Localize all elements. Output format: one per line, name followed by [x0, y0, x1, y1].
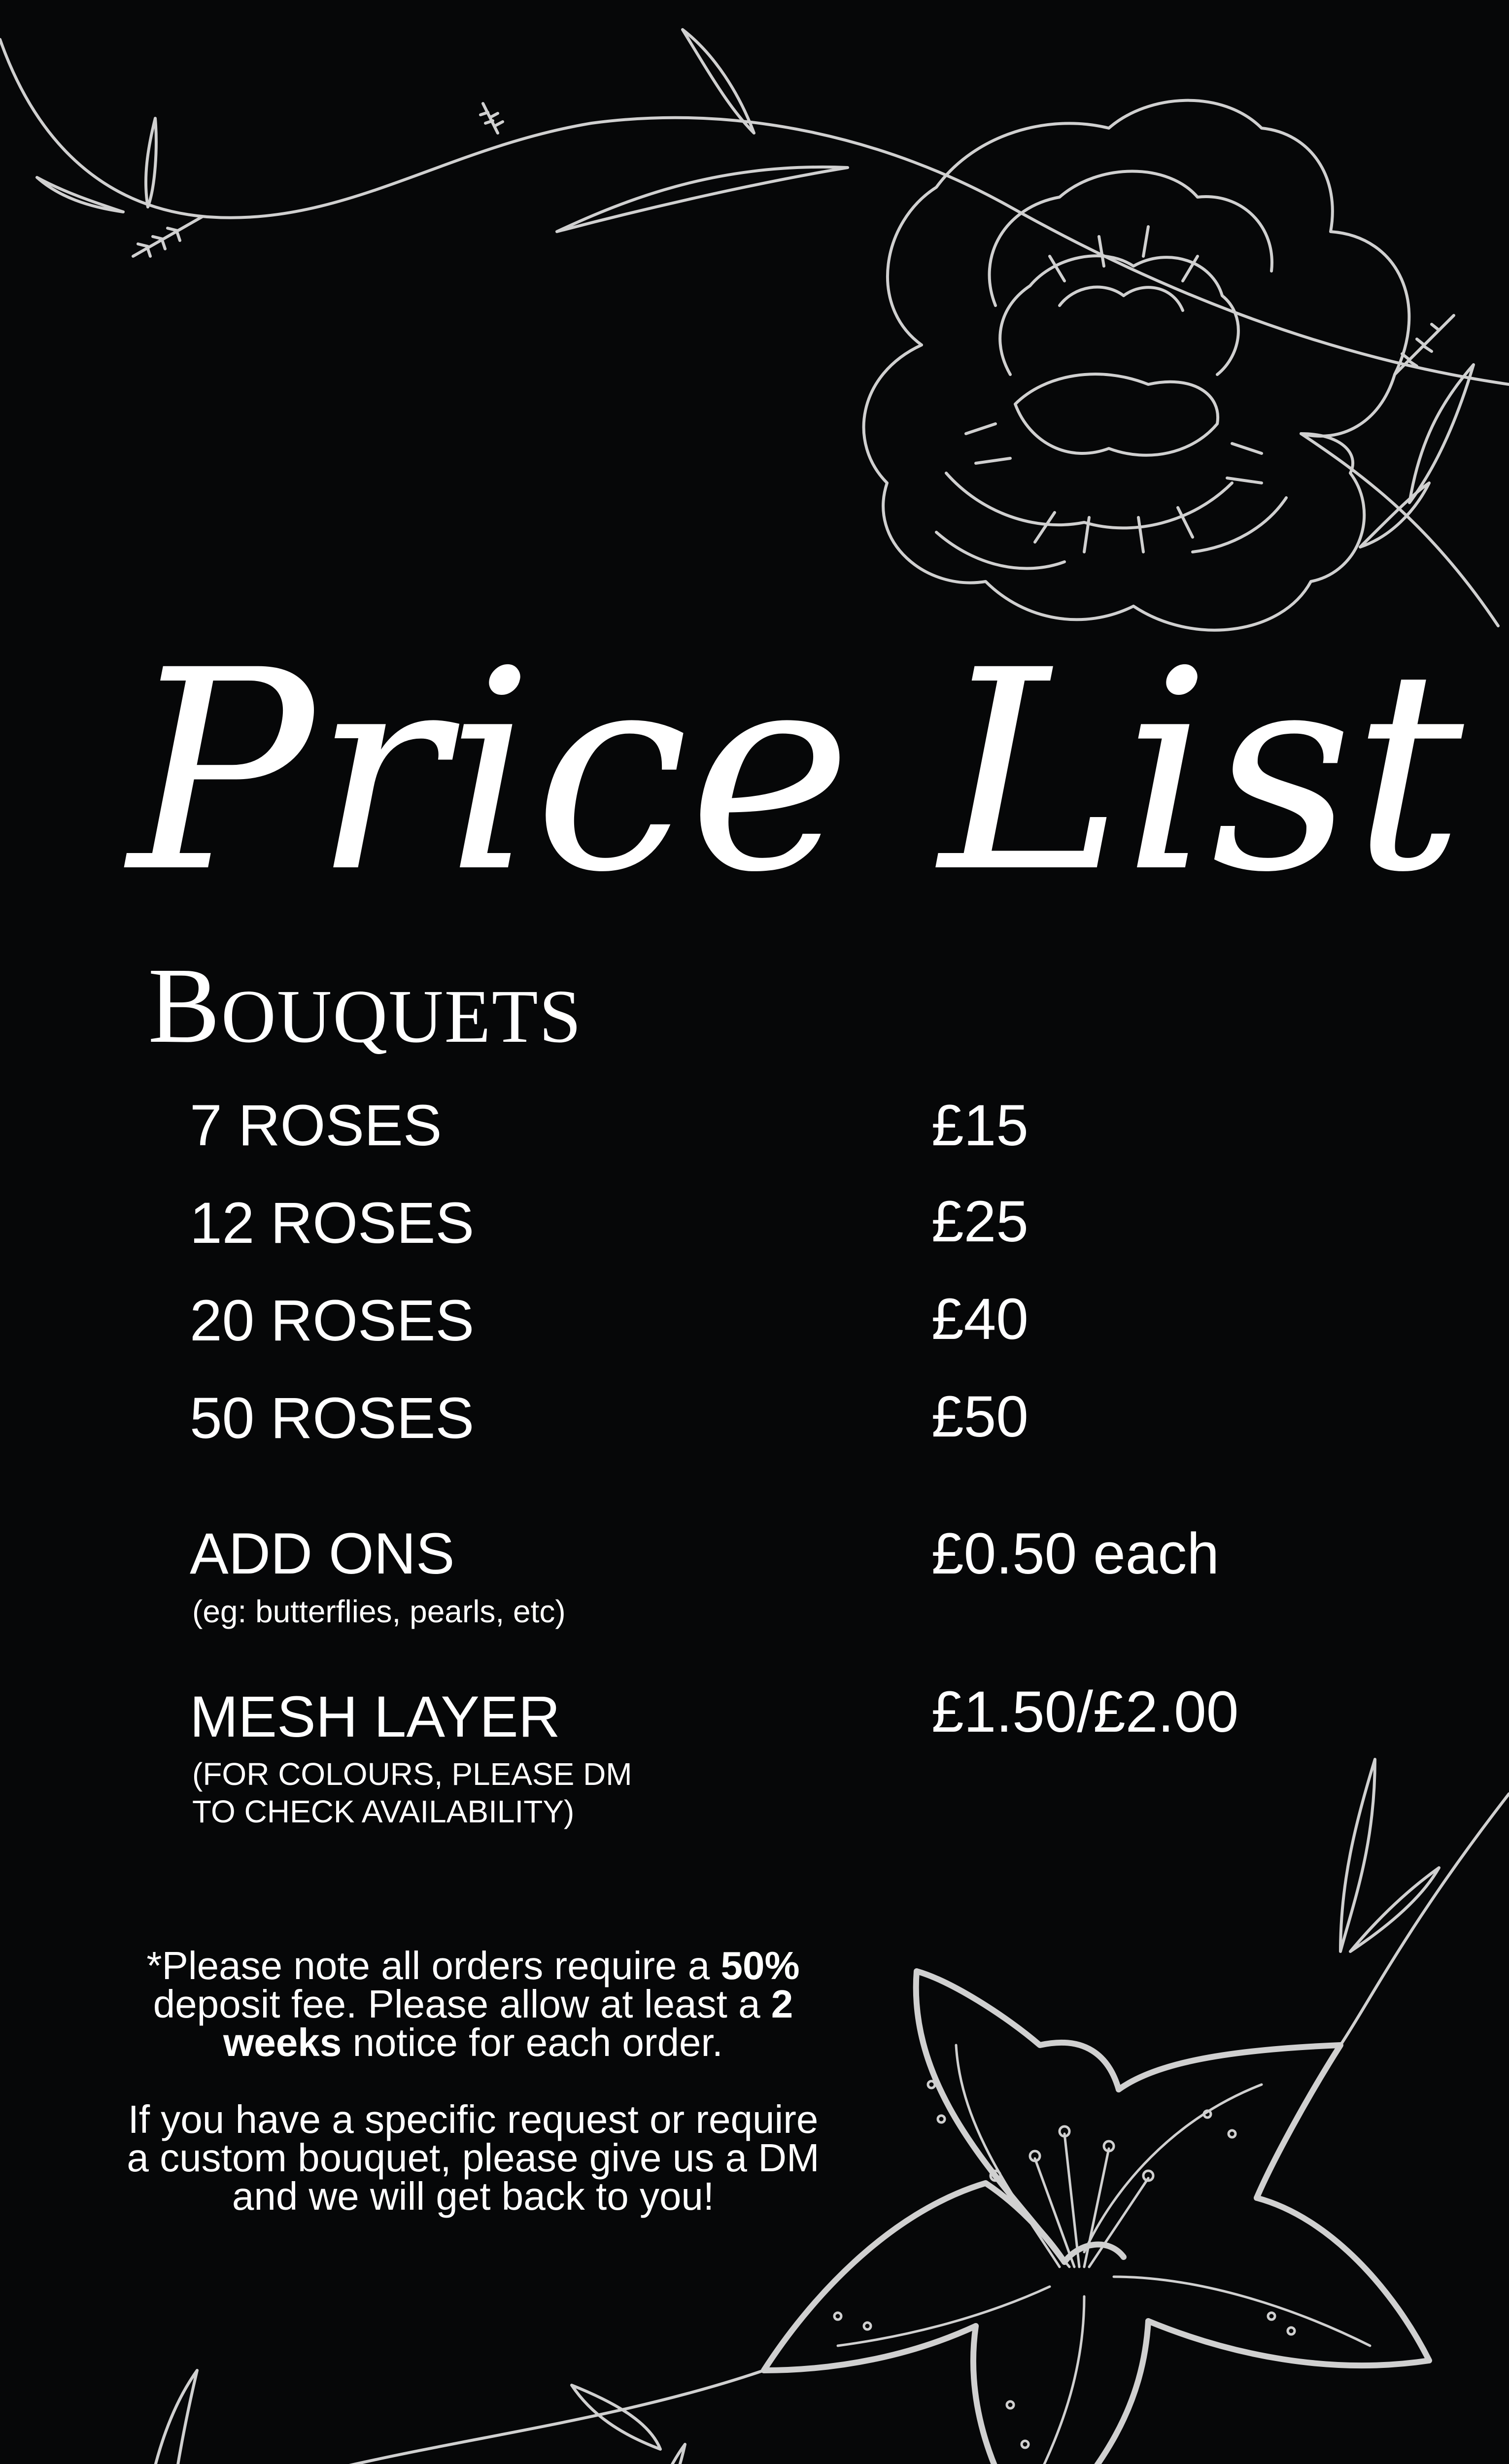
- item-price: £40: [931, 1287, 1029, 1352]
- order-notice: [123, 1944, 823, 2254]
- item-label: 7 ROSES: [190, 1093, 442, 1158]
- page-title: [118, 591, 1464, 966]
- mesh-note: (FOR COLOURS, PLEASE DM: [192, 1756, 632, 1792]
- item-label: 20 ROSES: [190, 1288, 475, 1353]
- item-label: 12 ROSES: [190, 1191, 475, 1256]
- custom-request-notice: If you have a specific request or require a custom bouquet, please give us a DM and we will get back to you!: [127, 2097, 820, 2218]
- mesh-label: MESH LAYER: [190, 1684, 560, 1749]
- deposit-notice: *Please note all orders require a 50% deposit fee. Please allow at least a 2 weeks notice for each order.: [146, 1944, 800, 2064]
- lily-illustration: [764, 1971, 1429, 2464]
- leaf-sprig-illustration: [0, 30, 1509, 384]
- mesh-price: £1.50/£2.00: [931, 1679, 1239, 1745]
- item-price: £15: [931, 1093, 1029, 1158]
- addons-price: £0.50 each: [931, 1521, 1219, 1586]
- svg-text:Price List: Price List: [128, 612, 1464, 933]
- section-heading: Bouquets: [148, 945, 583, 1065]
- addons-label: ADD ONS: [190, 1521, 455, 1586]
- item-label: 50 ROSES: [190, 1386, 475, 1451]
- item-price: £50: [931, 1384, 1029, 1449]
- item-price: £25: [931, 1189, 1029, 1254]
- lily-detail-lines: [834, 2045, 1370, 2464]
- addons-note: (eg: butterflies, pearls, etc): [192, 1594, 566, 1629]
- mesh-note: TO CHECK AVAILABILITY): [192, 1794, 575, 1829]
